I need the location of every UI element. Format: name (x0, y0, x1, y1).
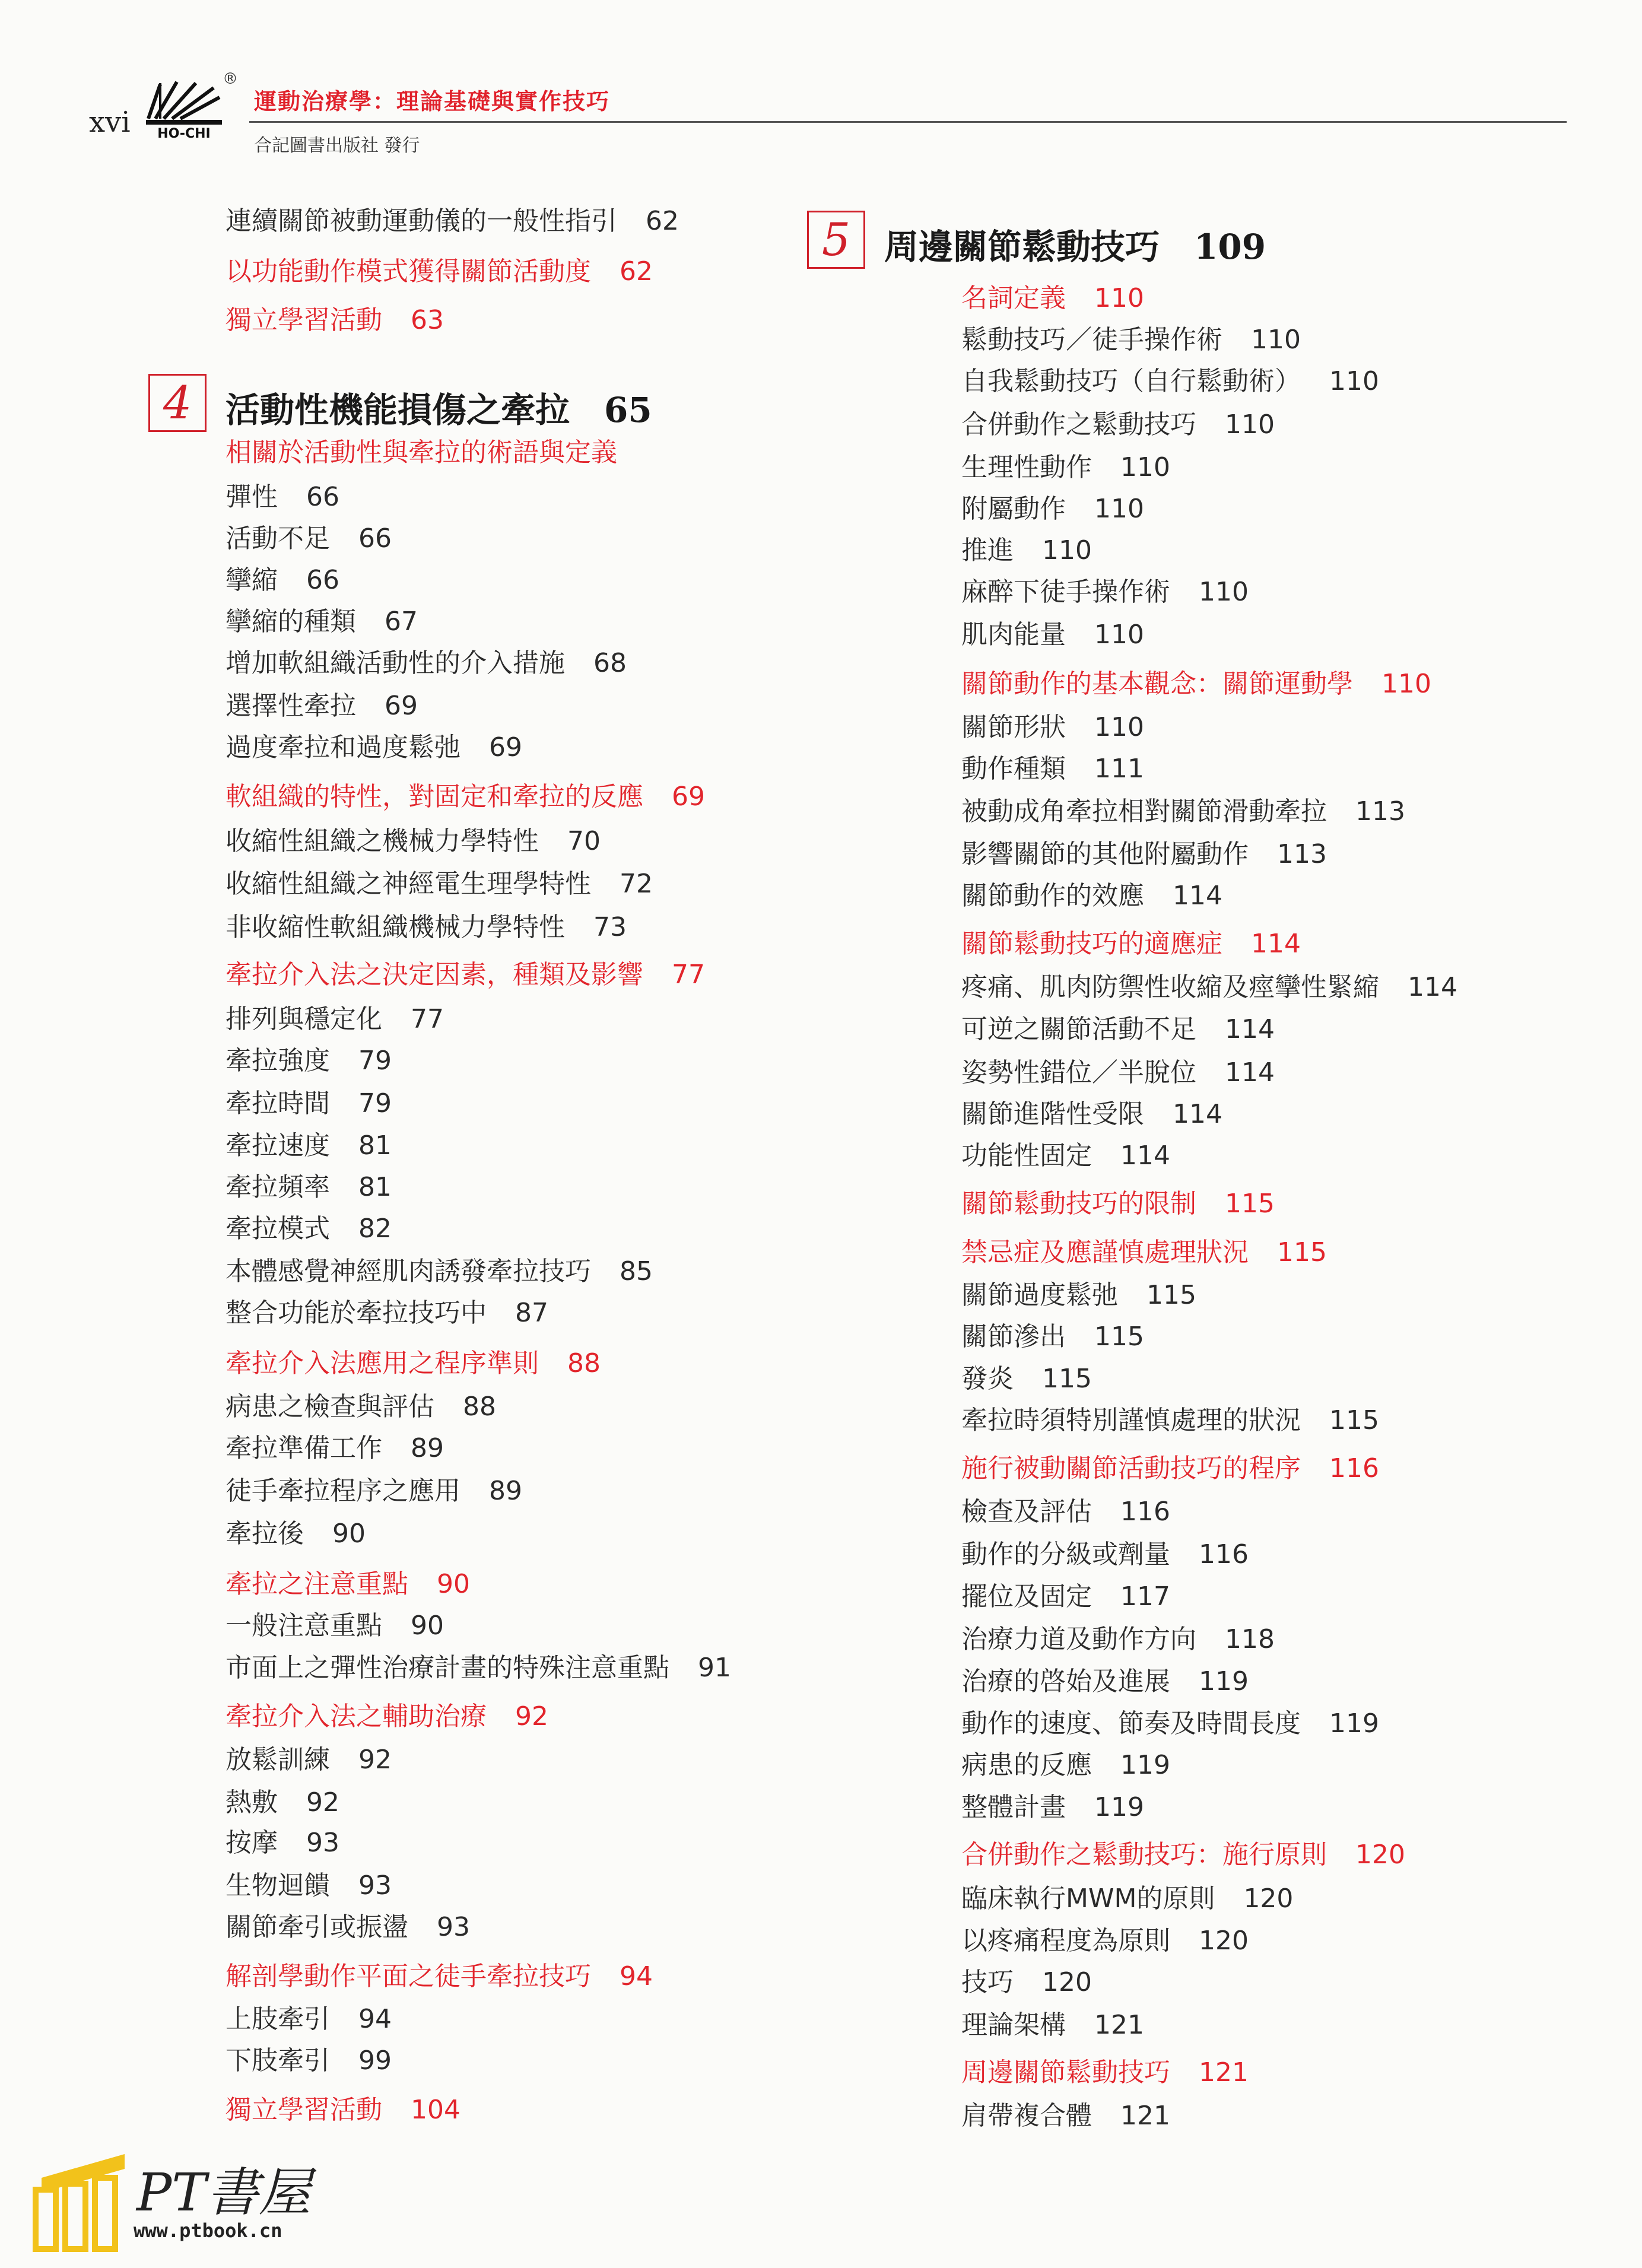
toc-entry-page: 121 (1094, 2010, 1144, 2040)
toc-entry-title: 上肢牽引 (226, 2004, 330, 2034)
toc-entry-title: 牽拉時須特別謹慎處理的狀況 (961, 1405, 1301, 1435)
toc-entry-page: 87 (515, 1298, 548, 1328)
toc-entry-title: 獨立學習活動 (226, 305, 382, 335)
toc-entry-title: 牽拉強度 (226, 1046, 330, 1076)
toc-entry-page: 114 (1408, 972, 1457, 1002)
toc-entry-page: 68 (593, 648, 627, 678)
publisher-line: 合記圖書出版社 發行 (254, 135, 420, 156)
toc-section-heading[interactable] (226, 1568, 470, 1601)
toc-entry-page: 115 (1225, 1189, 1275, 1219)
toc-entry-page: 113 (1277, 839, 1327, 869)
chapter-page-number: 109 (1194, 227, 1266, 267)
toc-entry-page: 119 (1120, 1750, 1170, 1780)
toc-entry-page: 85 (620, 1256, 653, 1287)
toc-entry-title: 影響關節的其他附屬動作 (961, 839, 1249, 869)
toc-entry-page: 67 (385, 606, 418, 637)
toc-entry-page: 115 (1329, 1405, 1379, 1435)
toc-entry-title: 牽拉頻率 (226, 1172, 330, 1202)
toc-entry-title: 肌肉能量 (961, 620, 1066, 650)
toc-entry[interactable] (961, 1139, 1170, 1173)
toc-entry-page: 104 (411, 2095, 460, 2125)
toc-entry-page: 114 (1173, 1099, 1222, 1129)
toc-entry-title: 過度牽拉和過度鬆弛 (226, 732, 460, 763)
toc-entry[interactable] (961, 971, 1457, 1004)
toc-entry-title: 按摩 (226, 1828, 278, 1858)
toc-entry-page: 73 (593, 912, 627, 942)
toc-entry[interactable] (226, 1255, 653, 1288)
toc-entry-page: 90 (332, 1519, 366, 1549)
toc-entry[interactable] (226, 1869, 392, 1902)
toc-entry-page: 110 (1094, 620, 1144, 650)
toc-entry-page: 66 (358, 523, 392, 554)
toc-entry[interactable] (226, 1171, 392, 1204)
toc-entry-title: 治療的啓始及進展 (961, 1666, 1170, 1697)
toc-entry[interactable] (961, 365, 1379, 398)
toc-entry-title: 關節過度鬆弛 (961, 1280, 1118, 1310)
toc-entry-page: 120 (1355, 1840, 1405, 1870)
toc-entry-page: 115 (1277, 1237, 1327, 1268)
toc-entry[interactable] (961, 451, 1170, 484)
toc-section-heading[interactable] (961, 668, 1431, 701)
toc-entry[interactable] (226, 205, 679, 238)
toc-section-heading[interactable] (961, 282, 1144, 315)
toc-entry-title: 牽拉後 (226, 1519, 304, 1549)
toc-entry-page: 116 (1329, 1453, 1379, 1484)
toc-entry[interactable] (961, 323, 1301, 357)
toc-entry-title: 攣縮 (226, 565, 278, 595)
toc-entry-page: 110 (1251, 325, 1301, 355)
toc-entry[interactable] (961, 879, 1222, 913)
toc-entry-page: 110 (1199, 577, 1249, 607)
toc-entry-title: 病患的反應 (961, 1750, 1092, 1780)
toc-entry[interactable] (226, 481, 339, 514)
toc-entry-title: 放鬆訓練 (226, 1745, 330, 1775)
toc-entry-page: 72 (620, 869, 653, 899)
toc-entry-page: 111 (1094, 754, 1144, 784)
toc-entry[interactable] (961, 493, 1144, 526)
toc-entry[interactable] (961, 795, 1405, 828)
toc-entry-title: 獨立學習活動 (226, 2095, 382, 2125)
toc-section-heading[interactable] (226, 436, 617, 469)
toc-entry-page: 92 (306, 1787, 339, 1818)
toc-entry-page: 110 (1225, 409, 1275, 440)
toc-entry[interactable] (961, 1924, 1249, 1958)
toc-entry[interactable] (226, 1911, 470, 1944)
toc-entry-page: 119 (1329, 1708, 1379, 1739)
toc-entry[interactable] (226, 522, 392, 555)
toc-entry-page: 114 (1225, 1014, 1275, 1044)
toc-section-heading[interactable] (226, 2094, 460, 2127)
toc-entry-title: 臨床執行MWM的原則 (961, 1883, 1215, 1914)
toc-entry-title: 整體計畫 (961, 1792, 1066, 1822)
toc-entry-title: 關節動作的效應 (961, 881, 1144, 911)
toc-entry[interactable] (226, 1003, 444, 1036)
toc-entry-title: 生理性動作 (961, 452, 1092, 482)
toc-entry[interactable] (961, 576, 1249, 609)
toc-entry-title: 徒手牽拉程序之應用 (226, 1476, 460, 1506)
toc-entry[interactable] (961, 1707, 1379, 1740)
toc-entry-page: 69 (385, 691, 418, 721)
toc-entry[interactable] (961, 1791, 1144, 1824)
toc-entry-title: 關節形狀 (961, 712, 1066, 742)
toc-entry-title: 自我鬆動技巧（自行鬆動術） (961, 366, 1301, 396)
toc-entry-title: 以功能動作模式獲得關節活動度 (226, 256, 591, 287)
toc-entry-title: 市面上之彈性治療計畫的特殊注意重點 (226, 1653, 669, 1683)
toc-entry[interactable] (961, 752, 1144, 786)
toc-entry-page: 77 (672, 960, 705, 990)
toc-entry-title: 下肢牽引 (226, 2045, 330, 2076)
toc-entry-page: 110 (1120, 452, 1170, 482)
toc-entry-title: 牽拉介入法之決定因素，種類及影響 (226, 960, 643, 990)
toc-entry-title: 病患之檢查與評估 (226, 1392, 434, 1422)
publisher-logo-icon (142, 77, 226, 142)
toc-entry[interactable] (226, 1651, 731, 1685)
toc-section-heading[interactable] (226, 1700, 548, 1733)
toc-entry[interactable] (226, 1743, 392, 1777)
toc-entry-page: 110 (1042, 535, 1092, 566)
chapter-title: 周邊關節鬆動技巧 (884, 227, 1160, 267)
toc-section-heading[interactable] (961, 1187, 1275, 1221)
toc-entry[interactable] (961, 534, 1092, 567)
toc-entry[interactable] (226, 1475, 522, 1508)
toc-section-heading[interactable] (226, 1347, 601, 1380)
toc-entry[interactable] (226, 647, 627, 680)
toc-entry-page: 94 (358, 2004, 392, 2034)
toc-entry-title: 麻醉下徒手操作術 (961, 577, 1170, 607)
toc-section-heading[interactable] (226, 1960, 653, 1993)
toc-entry-page: 81 (358, 1130, 392, 1161)
toc-entry-page: 77 (411, 1004, 444, 1034)
toc-entry-page: 66 (306, 482, 339, 512)
toc-entry[interactable] (961, 1098, 1222, 1131)
toc-entry[interactable] (226, 911, 627, 944)
toc-entry-title: 附屬動作 (961, 494, 1066, 524)
toc-entry-page: 90 (437, 1569, 470, 1599)
toc-entry-page: 69 (489, 732, 522, 763)
toc-entry-page: 110 (1381, 669, 1431, 699)
toc-entry-page: 110 (1094, 283, 1144, 313)
toc-entry[interactable] (961, 1623, 1275, 1656)
toc-entry-page: 79 (358, 1046, 392, 1076)
toc-entry[interactable] (961, 408, 1275, 441)
toc-entry-title: 牽拉速度 (226, 1130, 330, 1161)
toc-entry-title: 一般注意重點 (226, 1611, 382, 1641)
toc-entry-title: 牽拉模式 (226, 1214, 330, 1244)
logo-text: HO-CHI (157, 126, 211, 141)
chapter-title: 活動性機能損傷之牽拉 (226, 390, 570, 430)
toc-entry-title: 牽拉之注意重點 (226, 1569, 408, 1599)
toc-entry-title: 合併動作之鬆動技巧 (961, 409, 1196, 440)
toc-entry-page: 66 (306, 565, 339, 595)
toc-entry-page: 116 (1120, 1497, 1170, 1527)
toc-entry-title: 活動不足 (226, 523, 330, 554)
toc-entry[interactable] (226, 2003, 392, 2036)
toc-entry-title: 生物迴饋 (226, 1870, 330, 1901)
toc-entry[interactable] (226, 731, 522, 764)
toc-entry[interactable] (961, 1279, 1196, 1312)
toc-section-heading[interactable] (961, 1236, 1327, 1269)
toc-entry-page: 119 (1199, 1666, 1249, 1697)
toc-entry[interactable] (226, 690, 418, 723)
toc-entry[interactable] (226, 1087, 392, 1120)
toc-entry-page: 110 (1094, 494, 1144, 524)
header-divider (249, 121, 1567, 123)
toc-entry[interactable] (961, 1495, 1170, 1529)
toc-entry[interactable] (226, 605, 418, 639)
page-number: xvi (89, 106, 131, 139)
toc-entry-page: 110 (1329, 366, 1379, 396)
toc-entry[interactable] (226, 1212, 392, 1246)
toc-entry[interactable] (961, 1320, 1144, 1354)
toc-entry-title: 治療力道及動作方向 (961, 1624, 1196, 1654)
toc-entry-title: 整合功能於牽拉技巧中 (226, 1298, 487, 1328)
toc-entry-title: 攣縮的種類 (226, 606, 356, 637)
toc-entry-title: 動作的分級或劑量 (961, 1539, 1170, 1570)
toc-entry-page: 114 (1225, 1057, 1275, 1088)
toc-entry-title: 增加軟組織活動性的介入措施 (226, 648, 565, 678)
toc-entry[interactable] (226, 1297, 548, 1330)
toc-entry-page: 113 (1355, 796, 1405, 827)
toc-section-heading[interactable] (226, 255, 653, 288)
toc-entry-page: 114 (1251, 929, 1301, 959)
toc-section-heading[interactable] (961, 1452, 1379, 1485)
toc-entry[interactable] (226, 1129, 392, 1162)
toc-entry-title: 非收縮性軟組織機械力學特性 (226, 912, 565, 942)
toc-entry[interactable] (226, 2044, 392, 2078)
toc-entry-page: 120 (1243, 1883, 1294, 1914)
toc-section-heading[interactable] (226, 958, 705, 992)
toc-entry-title: 本體感覺神經肌肉誘發牽拉技巧 (226, 1256, 591, 1287)
toc-entry-title: 鬆動技巧／徒手操作術 (961, 325, 1222, 355)
toc-section-heading[interactable] (226, 780, 705, 814)
toc-section-heading[interactable] (226, 304, 444, 337)
toc-entry-page: 63 (411, 305, 444, 335)
toc-entry-title: 推進 (961, 535, 1014, 566)
toc-entry-title: 理論架構 (961, 2010, 1066, 2040)
toc-entry-page: 119 (1094, 1792, 1144, 1822)
toc-entry-title: 肩帶複合體 (961, 2101, 1092, 2131)
toc-entry-title: 排列與穩定化 (226, 1004, 382, 1034)
toc-entry-title: 疼痛、肌肉防禦性收縮及痙攣性緊縮 (961, 972, 1379, 1002)
toc-entry-page: 92 (358, 1745, 392, 1775)
toc-entry[interactable] (961, 1362, 1092, 1396)
toc-entry-title: 被動成角牽拉相對關節滑動牽拉 (961, 796, 1327, 827)
toc-entry[interactable] (961, 1580, 1170, 1613)
toc-section-heading[interactable] (961, 927, 1301, 961)
chapter-page-number: 65 (604, 390, 652, 430)
toc-entry[interactable] (226, 1390, 496, 1424)
toc-entry[interactable] (226, 1609, 444, 1643)
toc-entry-title: 施行被動關節活動技巧的程序 (961, 1453, 1301, 1484)
toc-entry-page: 88 (463, 1392, 496, 1422)
toc-entry[interactable] (226, 1827, 339, 1860)
toc-section-heading[interactable] (961, 2056, 1249, 2089)
toc-entry-title: 選擇性牽拉 (226, 691, 356, 721)
toc-entry[interactable] (961, 2009, 1144, 2042)
book-title: 運動治療學：理論基礎與實作技巧 (254, 88, 611, 115)
toc-entry-page: 120 (1199, 1926, 1249, 1956)
toc-entry-title: 相關於活動性與牽拉的術語與定義 (226, 437, 617, 468)
toc-entry-title: 關節鬆動技巧的限制 (961, 1189, 1196, 1219)
toc-entry-title: 牽拉準備工作 (226, 1433, 382, 1463)
toc-entry-title: 周邊關節鬆動技巧 (961, 2057, 1170, 2088)
toc-entry-page: 62 (646, 206, 679, 236)
toc-entry-page: 82 (358, 1214, 392, 1244)
watermark-url: www.ptbook.cn (134, 2219, 282, 2242)
toc-entry-title: 姿勢性錯位／半脫位 (961, 1057, 1196, 1088)
toc-entry-page: 114 (1173, 881, 1222, 911)
toc-entry-title: 關節滲出 (961, 1322, 1066, 1352)
toc-entry-page: 121 (1120, 2101, 1170, 2131)
toc-entry-page: 90 (411, 1611, 444, 1641)
toc-entry-page: 81 (358, 1172, 392, 1202)
toc-entry-title: 收縮性組織之神經電生理學特性 (226, 869, 591, 899)
toc-entry-page: 94 (620, 1961, 653, 1991)
toc-entry-page: 88 (567, 1348, 601, 1378)
toc-entry-page: 79 (358, 1088, 392, 1119)
toc-entry-page: 117 (1120, 1581, 1170, 1612)
watermark-text: PT書屋 (136, 2162, 311, 2223)
toc-entry[interactable] (226, 1044, 392, 1078)
toc-entry[interactable] (961, 711, 1144, 744)
toc-entry-page: 91 (698, 1653, 731, 1683)
toc-entry-page: 70 (567, 826, 601, 856)
toc-entry[interactable] (961, 1538, 1249, 1571)
toc-entry-page: 89 (489, 1476, 522, 1506)
toc-entry[interactable] (961, 1749, 1170, 1782)
toc-entry-page: 115 (1042, 1364, 1092, 1394)
toc-entry-page: 93 (306, 1828, 339, 1858)
toc-entry-title: 動作種類 (961, 754, 1066, 784)
toc-entry-title: 關節鬆動技巧的適應症 (961, 929, 1222, 959)
registered-mark: ® (223, 70, 238, 88)
toc-entry-title: 牽拉介入法應用之程序準則 (226, 1348, 539, 1378)
toc-entry-title: 動作的速度、節奏及時間長度 (961, 1708, 1301, 1739)
toc-entry-title: 關節動作的基本觀念：關節運動學 (961, 669, 1353, 699)
toc-entry-page: 69 (672, 782, 705, 812)
toc-entry[interactable] (961, 1056, 1275, 1089)
toc-entry-title: 可逆之關節活動不足 (961, 1014, 1196, 1044)
toc-entry[interactable] (961, 1882, 1293, 1916)
toc-entry-title: 收縮性組織之機械力學特性 (226, 826, 539, 856)
toc-entry[interactable] (226, 1432, 444, 1465)
toc-entry-title: 檢查及評估 (961, 1497, 1092, 1527)
toc-section-heading[interactable] (961, 1838, 1405, 1872)
toc-entry[interactable] (961, 618, 1144, 652)
toc-entry[interactable] (226, 1517, 366, 1551)
toc-entry-page: 89 (411, 1433, 444, 1463)
toc-entry-title: 合併動作之鬆動技巧：施行原則 (961, 1840, 1327, 1870)
toc-entry-page: 120 (1042, 1967, 1092, 1997)
toc-entry-title: 發炎 (961, 1364, 1014, 1394)
toc-entry-title: 牽拉介入法之輔助治療 (226, 1701, 487, 1732)
toc-entry-page: 118 (1225, 1624, 1275, 1654)
toc-entry-title: 解剖學動作平面之徒手牽拉技巧 (226, 1961, 591, 1991)
toc-entry[interactable] (226, 564, 339, 597)
toc-entry-page: 99 (358, 2045, 392, 2076)
toc-entry-title: 名詞定義 (961, 283, 1066, 313)
toc-entry-page: 114 (1120, 1141, 1170, 1171)
toc-entry[interactable] (961, 838, 1327, 871)
toc-entry[interactable] (961, 1013, 1275, 1046)
toc-entry-title: 牽拉時間 (226, 1088, 330, 1119)
toc-entry[interactable] (961, 1665, 1249, 1698)
toc-entry-title: 以疼痛程度為原則 (961, 1926, 1170, 1956)
toc-entry-title: 擺位及固定 (961, 1581, 1092, 1612)
toc-entry-title: 禁忌症及應謹慎處理狀況 (961, 1237, 1249, 1268)
toc-entry-page: 93 (358, 1870, 392, 1901)
toc-entry[interactable] (226, 1786, 339, 1819)
toc-entry[interactable] (961, 1404, 1379, 1437)
toc-entry-page: 115 (1094, 1322, 1144, 1352)
chapter-number-box: 5 (807, 211, 865, 269)
toc-entry[interactable] (226, 825, 601, 858)
toc-entry-page: 116 (1199, 1539, 1249, 1570)
chapter-number-box: 4 (148, 374, 207, 432)
toc-entry-title: 軟組織的特性，對固定和牽拉的反應 (226, 782, 643, 812)
toc-entry-title: 關節牽引或振盪 (226, 1912, 408, 1942)
toc-entry-title: 彈性 (226, 482, 278, 512)
toc-entry[interactable] (226, 868, 653, 901)
toc-entry-page: 62 (620, 256, 653, 287)
toc-entry-page: 121 (1199, 2057, 1249, 2088)
toc-entry-page: 92 (515, 1701, 548, 1732)
toc-entry-title: 技巧 (961, 1967, 1014, 1997)
toc-entry-title: 功能性固定 (961, 1141, 1092, 1171)
toc-entry-title: 連續關節被動運動儀的一般性指引 (226, 206, 617, 236)
toc-entry-page: 110 (1094, 712, 1144, 742)
toc-entry-page: 93 (437, 1912, 470, 1942)
toc-entry[interactable] (961, 2099, 1170, 2133)
toc-entry-title: 關節進階性受限 (961, 1099, 1144, 1129)
toc-entry[interactable] (961, 1966, 1092, 1999)
toc-entry-page: 115 (1146, 1280, 1196, 1310)
toc-entry-title: 熱敷 (226, 1787, 278, 1818)
